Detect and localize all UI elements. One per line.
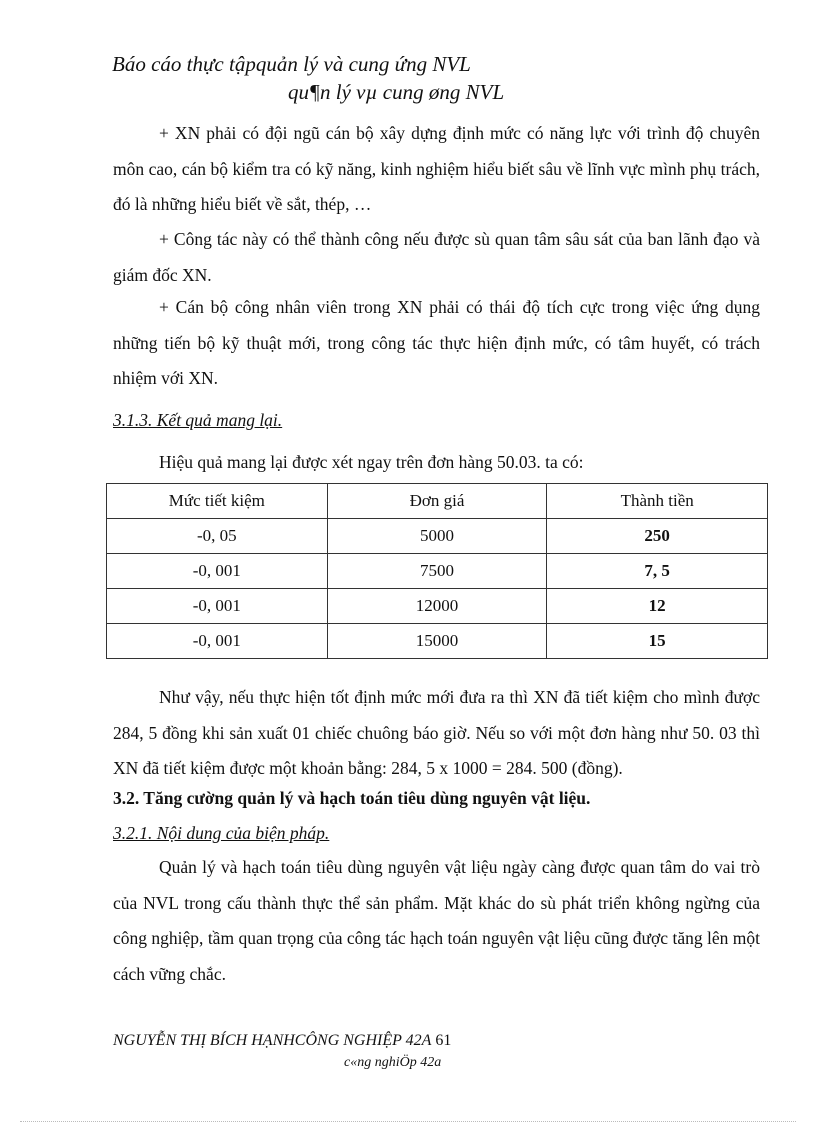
document-header-subtitle: qu¶n lý vµ cung øng NVL xyxy=(288,80,505,104)
table-cell-saving-level: -0, 05 xyxy=(107,519,328,554)
column-header-unit-price: Đơn giá xyxy=(327,484,547,519)
table-row xyxy=(107,589,768,624)
section-heading-3-2-1: 3.2.1. Nội dung của biện pháp. xyxy=(113,823,330,843)
paragraph-leadership-attention: + Công tác này có thể thành công nếu được sù quan tâm sâu sát của ban lãnh đạo và giám đốc XN. xyxy=(113,229,760,285)
paragraph-savings-conclusion: Như vậy, nếu thực hiện tốt định mức mới đưa ra thì XN đã tiết kiệm cho mình được 284, 5 đồng khi sản xuất 01 chiếc chuông báo giờ. Nếu so với một đơn hàng như 50. 03 thì XN đã tiết kiệm được một khoản bằng: 284, 5 x 1000 = 284. 500 (đồng). xyxy=(113,687,760,778)
page-footer xyxy=(113,1032,451,1050)
page-bottom-divider xyxy=(20,1121,796,1122)
document-header-title: Báo cáo thực tậpquản lý và cung ứng NVL xyxy=(112,52,471,76)
table-row xyxy=(107,519,768,554)
table-cell-unit-price: 15000 xyxy=(327,624,547,659)
table-row xyxy=(107,624,768,659)
paragraph-table-intro: Hiệu quả mang lại được xét ngay trên đơn hàng 50.03. ta có: xyxy=(159,452,584,472)
table-row xyxy=(107,554,768,589)
table-cell-saving-level: -0, 001 xyxy=(107,554,328,589)
savings-table xyxy=(106,483,768,659)
table-cell-saving-level: -0, 001 xyxy=(107,589,328,624)
table-cell-unit-price: 12000 xyxy=(327,589,547,624)
table-cell-amount: 250 xyxy=(547,519,768,554)
column-header-saving-level: Mức tiết kiệm xyxy=(107,484,328,519)
table-cell-amount: 7, 5 xyxy=(547,554,768,589)
column-header-amount: Thành tiền xyxy=(547,484,768,519)
footer-author: NGUYỄN THỊ BÍCH HẠNHCÔNG NGHIỆP 42A xyxy=(113,1032,432,1049)
footer-class-label: c«ng nghiÖp 42a xyxy=(344,1055,442,1070)
section-heading-3-2: 3.2. Tăng cường quản lý và hạch toán tiêu dùng nguyên vật liệu. xyxy=(113,788,591,808)
table-cell-unit-price: 5000 xyxy=(327,519,547,554)
page-number: 61 xyxy=(435,1032,452,1049)
paragraph-employee-attitude: + Cán bộ công nhân viên trong XN phải có thái độ tích cực trong việc ứng dụng những tiến bộ kỹ thuật mới, trong công tác thực hiện định mức, có tâm huyết, có trách nhiệm với XN. xyxy=(113,297,760,388)
table-cell-saving-level: -0, 001 xyxy=(107,624,328,659)
paragraph-material-accounting: Quản lý và hạch toán tiêu dùng nguyên vật liệu ngày càng được quan tâm do vai trò của NVL trong cấu thành thực thể sản phẩm. Mặt khác do sù phát triển không ngừng của công nghiệp, tầm quan trọng của công tác hạch toán nguyên vật liệu cũng được tăng lên một cách vững chắc. xyxy=(113,857,760,984)
table-cell-amount: 12 xyxy=(547,589,768,624)
section-heading-3-1-3: 3.1.3. Kết quả mang lại. xyxy=(113,410,283,430)
paragraph-staff-requirements: + XN phải có đội ngũ cán bộ xây dựng định mức có năng lực với trình độ chuyên môn cao, cán bộ kiểm tra có kỹ năng, kinh nghiệm hiểu biết sâu về lĩnh vực mình phụ trách, đó là những hiểu biết về sắt, thép, … xyxy=(113,123,760,214)
table-cell-amount: 15 xyxy=(547,624,768,659)
table-cell-unit-price: 7500 xyxy=(327,554,547,589)
table-header-row xyxy=(107,484,768,519)
